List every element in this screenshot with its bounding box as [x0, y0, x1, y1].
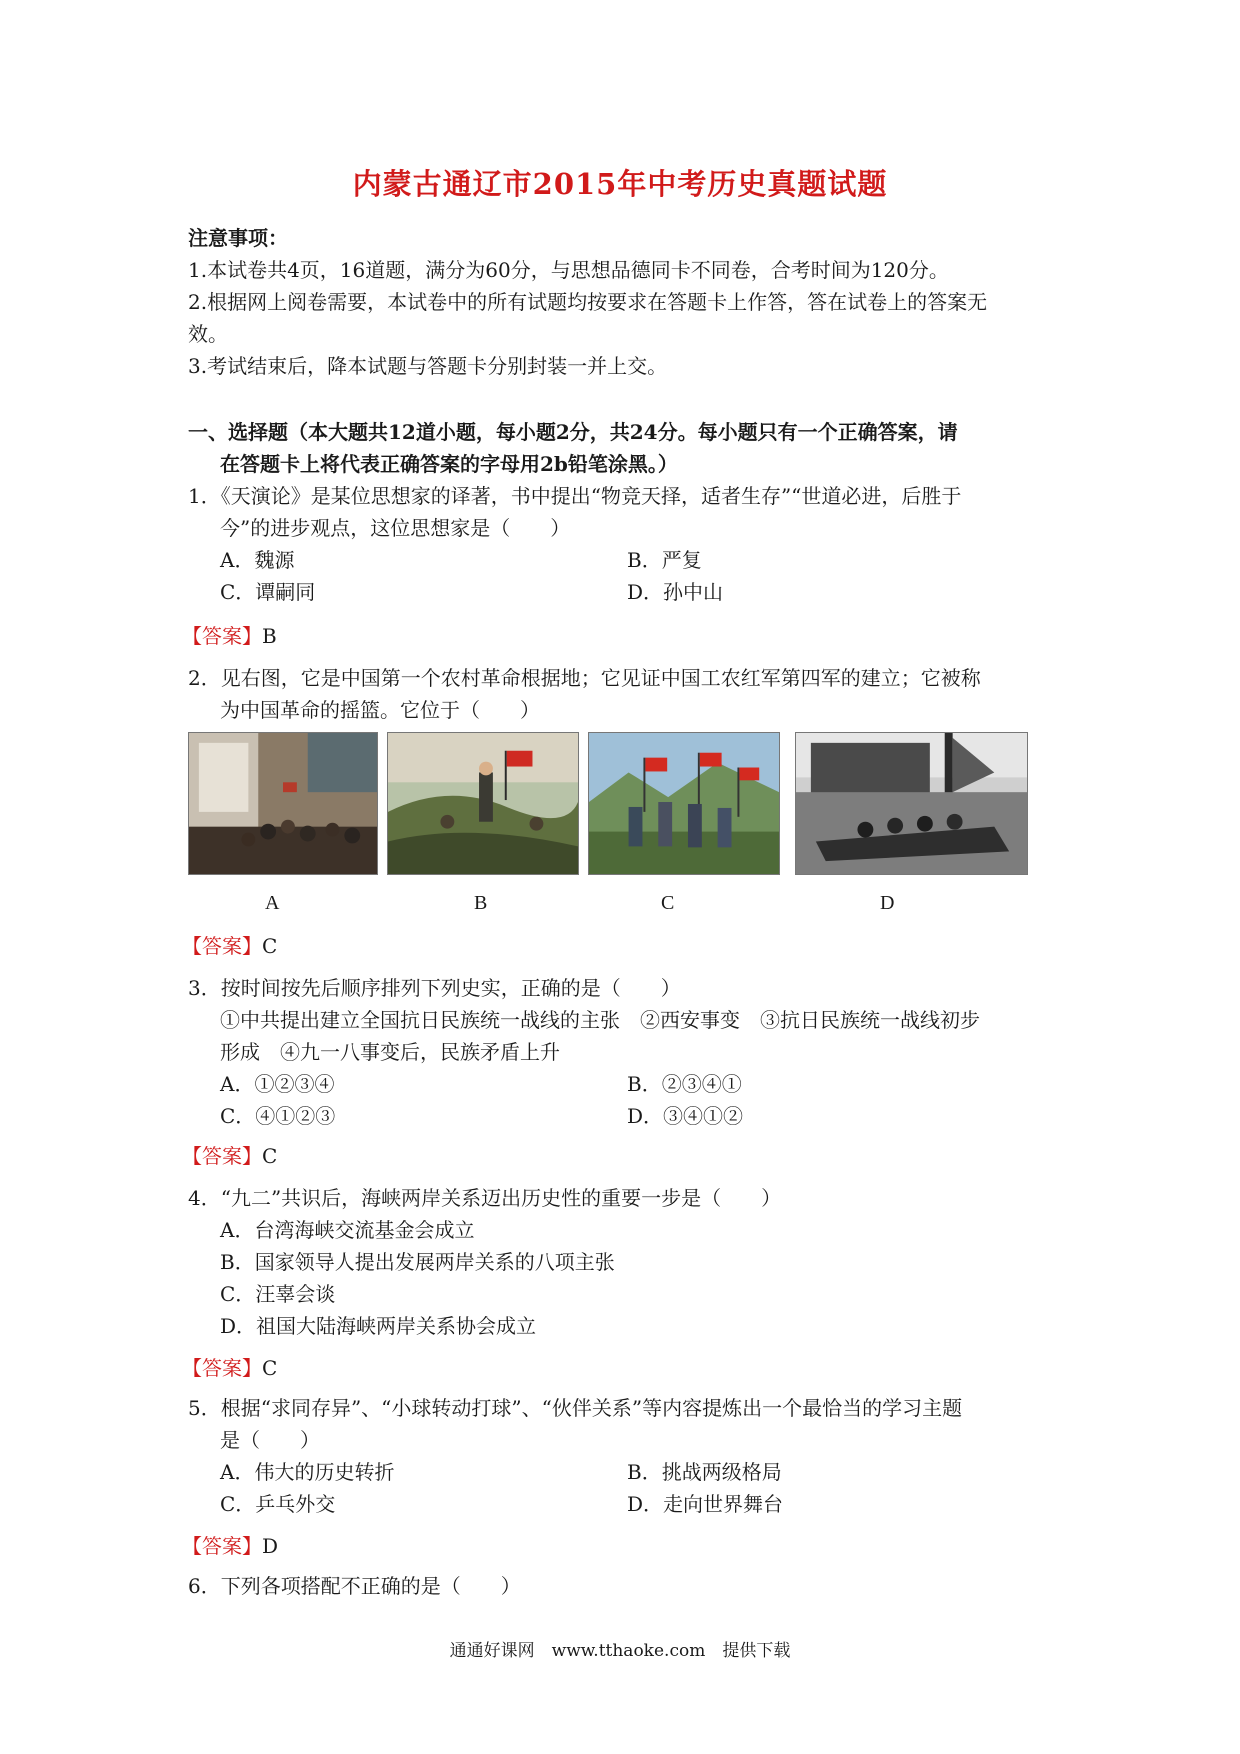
question-4-option-c: C．汪辜会谈: [220, 1282, 336, 1306]
question-3-text: 3．按时间按先后顺序排列下列史实，正确的是（ ）: [188, 976, 681, 1000]
question-4-option-a: A．台湾海峡交流基金会成立: [220, 1218, 475, 1242]
question-4-option-b: B．国家领导人提出发展两岸关系的八项主张: [220, 1250, 615, 1274]
notice-item-1: 1.本试卷共4页，16道题，满分为60分，与思想品德同卡不同卷，合考时间为120分。: [188, 258, 949, 282]
question-1-option-d: D．孙中山: [627, 580, 724, 604]
question-2-image-b: [387, 732, 579, 875]
section-heading: 一、选择题（本大题共12道小题，每小题2分，共24分。每小题只有一个正确答案，请: [188, 420, 958, 444]
question-1-option-c: C．谭嗣同: [220, 580, 316, 604]
notice-heading: 注意事项：: [188, 226, 288, 250]
question-2-image-d: [795, 732, 1028, 875]
answer-value: C: [262, 1356, 278, 1380]
question-2-answer: [182, 930, 277, 959]
question-3-text-cont: ①中共提出建立全国抗日民族统一战线的主张 ②西安事变 ③抗日民族统一战线初步: [220, 1008, 980, 1032]
question-1-option-b: B．严复: [627, 548, 702, 572]
question-5-option-c: C．乒乓外交: [220, 1492, 336, 1516]
question-3-answer: [182, 1140, 277, 1169]
answer-tag: 【答案】: [182, 1534, 262, 1558]
question-1-text: 1．《天演论》是某位思想家的译著，书中提出“物竞天择，适者生存”“世道必进，后胜于: [188, 484, 962, 508]
question-6-text: 6．下列各项搭配不正确的是（ ）: [188, 1574, 521, 1598]
question-5-option-a: A．伟大的历史转折: [220, 1460, 395, 1484]
section-heading-cont: 在答题卡上将代表正确答案的字母用2b铅笔涂黑。）: [220, 452, 678, 476]
notice-item-3: 3.考试结束后，降本试题与答题卡分别封装一并上交。: [188, 354, 668, 378]
question-3-option-a: A．①②③④: [220, 1072, 335, 1096]
question-5-answer: [182, 1530, 278, 1559]
question-2-image-a: [188, 732, 378, 875]
question-1-option-a: A．魏源: [220, 548, 295, 572]
image-caption-c: C: [661, 892, 675, 914]
question-4-answer: [182, 1352, 277, 1381]
question-3-option-d: D．③④①②: [627, 1104, 744, 1128]
question-2-image-c: [588, 732, 780, 875]
question-2-text: 2．见右图，它是中国第一个农村革命根据地；它见证中国工农红军第四军的建立；它被称: [188, 666, 981, 690]
answer-value: B: [262, 624, 277, 648]
question-5-text-cont: 是（ ）: [220, 1428, 320, 1452]
question-4-option-d: D．祖国大陆海峡两岸关系协会成立: [220, 1314, 537, 1338]
answer-tag: 【答案】: [182, 934, 262, 958]
answer-tag: 【答案】: [182, 1356, 262, 1380]
question-2-text-cont: 为中国革命的摇篮。它位于（ ）: [220, 698, 540, 722]
question-3-text-cont-2: 形成 ④九一八事变后，民族矛盾上升: [220, 1040, 560, 1064]
question-5-option-d: D．走向世界舞台: [627, 1492, 784, 1516]
image-caption-a: A: [265, 892, 280, 914]
question-5-text: 5．根据“求同存异”、“小球转动打球”、“伙伴关系”等内容提炼出一个最恰当的学习主题: [188, 1396, 963, 1420]
answer-tag: 【答案】: [182, 624, 262, 648]
question-5-option-b: B．挑战两级格局: [627, 1460, 782, 1484]
answer-tag: 【答案】: [182, 1144, 262, 1168]
image-caption-d: D: [880, 892, 895, 914]
image-caption-b: B: [474, 892, 488, 914]
page-footer: 通通好课网 www.tthaoke.com 提供下载: [449, 1641, 791, 1661]
notice-item-2-cont: 效。: [188, 322, 228, 346]
question-1-text-cont: 今”的进步观点，这位思想家是（ ）: [220, 516, 571, 540]
question-1-answer: [182, 620, 277, 649]
page-title: 内蒙古通辽市2015年中考历史真题试题: [352, 167, 888, 201]
answer-value: C: [262, 1144, 278, 1168]
answer-value: C: [262, 934, 278, 958]
question-4-text: 4．“九二”共识后，海峡两岸关系迈出历史性的重要一步是（ ）: [188, 1186, 782, 1210]
answer-value: D: [262, 1534, 279, 1558]
question-3-option-c: C．④①②③: [220, 1104, 336, 1128]
question-3-option-b: B．②③④①: [627, 1072, 742, 1096]
notice-item-2: 2.根据网上阅卷需要，本试卷中的所有试题均按要求在答题卡上作答，答在试卷上的答案无: [188, 290, 988, 314]
